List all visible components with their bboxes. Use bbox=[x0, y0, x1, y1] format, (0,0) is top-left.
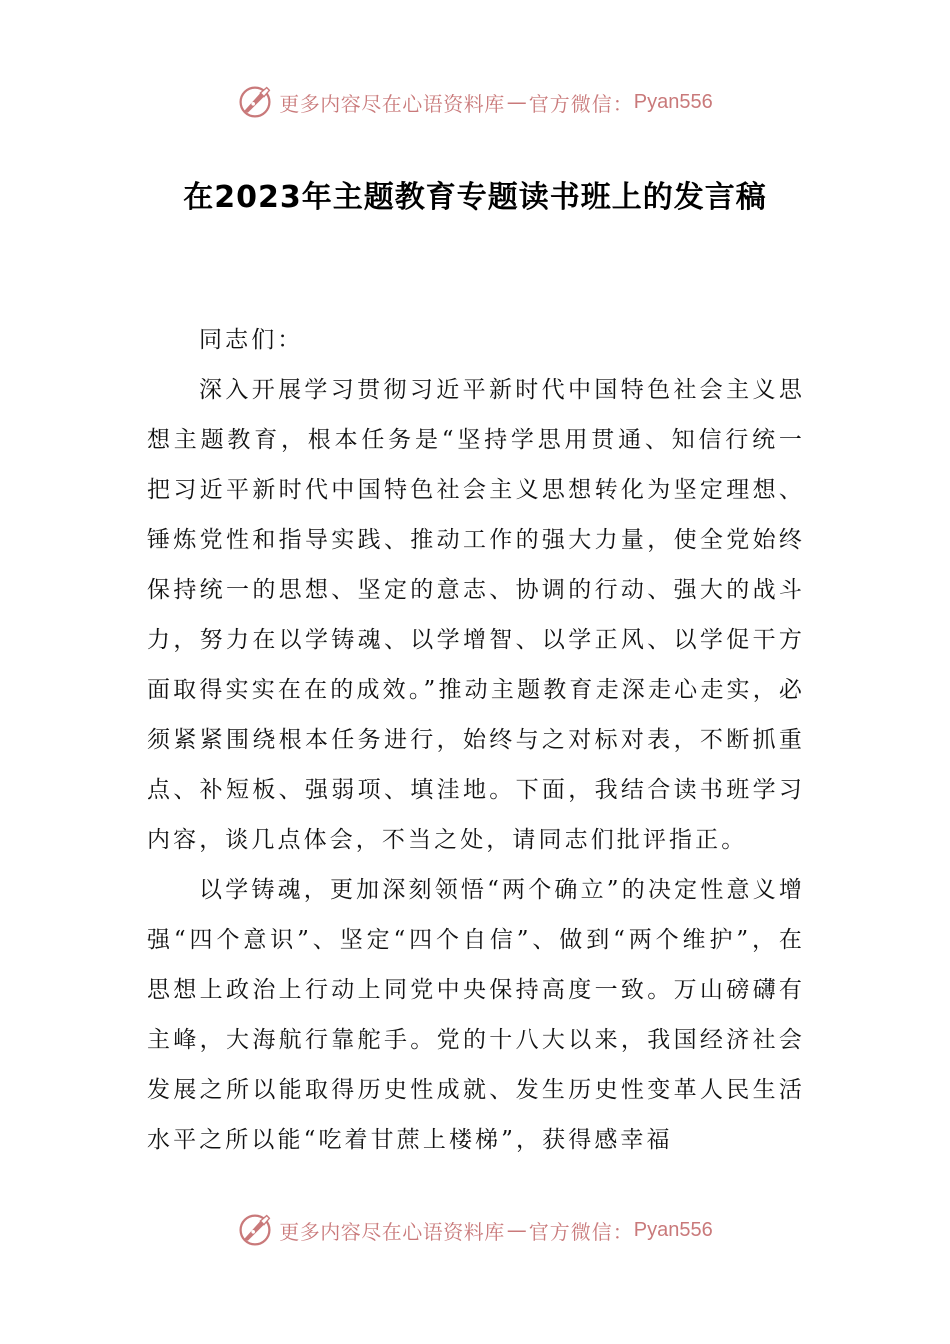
salutation: 同志们： bbox=[199, 327, 304, 353]
watermark-text: 更多内容尽在心语资料库 bbox=[279, 1219, 505, 1244]
watermark-dash: — bbox=[506, 90, 527, 114]
footer-watermark bbox=[0, 1210, 950, 1250]
document-title: 在2023年主题教育专题读书班上的发言稿 bbox=[183, 180, 767, 215]
paragraph-2: 以学铸魂，更加深刻领悟“两个确立”的决定性意义增强“四个意识”、坚定“四个自信”、做到“两个维护”，在思想上政治上行动上同党中央保持高度一致。万山磅礴有主峰，大海航行靠舵手。党的十八大以来，我国经济社会发展之所以能取得历史性成就、发生历史性变革人民生活水平之所以能“吃着甘蔗上楼梯”，获得感幸福 bbox=[147, 877, 805, 1153]
watermark-dash: — bbox=[506, 1218, 527, 1242]
pen-nib-logo-icon bbox=[237, 84, 273, 120]
watermark-wechat-id: Pyan556 bbox=[633, 90, 713, 113]
document-body bbox=[147, 315, 805, 1165]
pen-nib-logo-icon bbox=[237, 1212, 273, 1248]
header-watermark bbox=[0, 82, 950, 122]
paragraph-1: 深入开展学习贯彻习近平新时代中国特色社会主义思想主题教育，根本任务是“坚持学思用贯通、知信行统一把习近平新时代中国特色社会主义思想转化为坚定理想、锤炼党性和指导实践、推动工作的强大力量，使全党始终保持统一的思想、坚定的意志、协调的行动、强大的战斗力，努力在以学铸魂、以学增智、以学正风、以学促干方面取得实实在在的成效。”推动主题教育走深走心走实，必须紧紧围绕根本任务进行，始终与之对标对表，不断抓重点、补短板、强弱项、填洼地。下面，我结合读书班学习内容，谈几点体会，不当之处，请同志们批评指正。 bbox=[147, 377, 805, 853]
watermark-wechat-label: 官方微信： bbox=[528, 1219, 634, 1244]
watermark-text: 更多内容尽在心语资料库 bbox=[279, 91, 505, 116]
watermark-wechat-label: 官方微信： bbox=[528, 91, 634, 116]
watermark-wechat-id: Pyan556 bbox=[633, 1218, 713, 1241]
